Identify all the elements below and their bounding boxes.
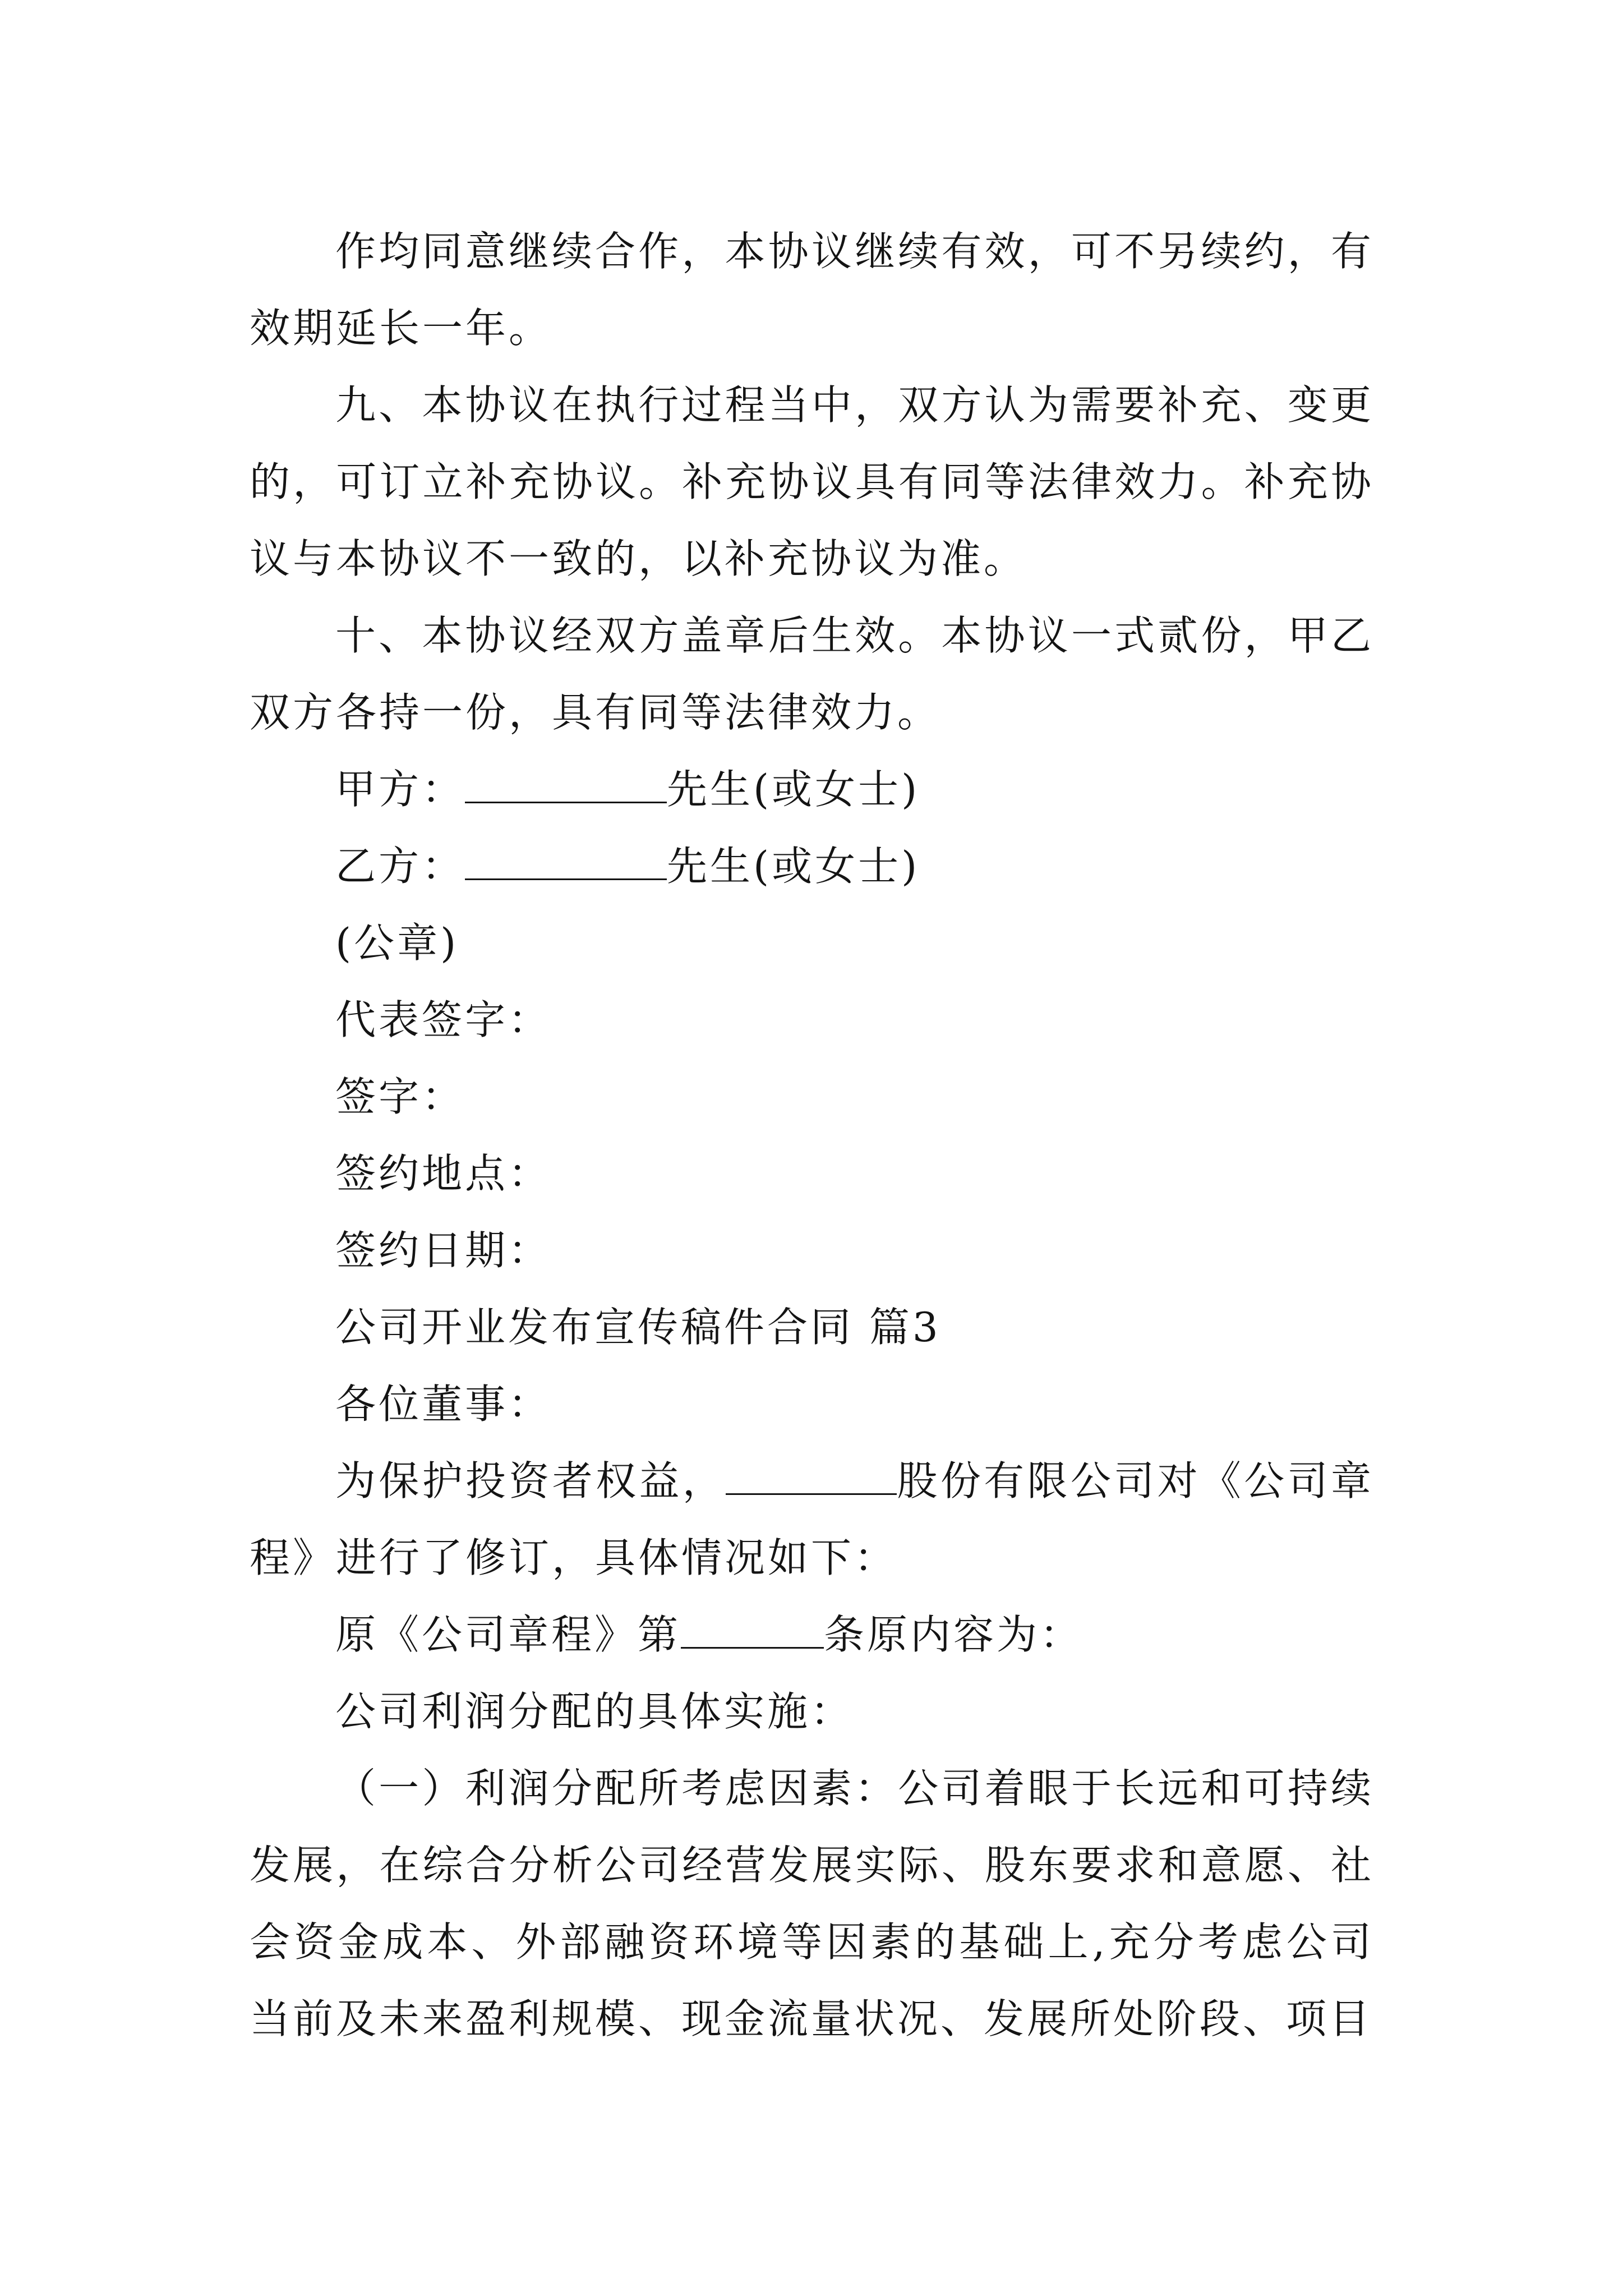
greeting-line: 各位董事：	[335, 1381, 552, 1428]
original-article-prefix: 原《公司章程》第	[335, 1611, 681, 1658]
party-b-line	[250, 828, 1374, 905]
signature-line: 签字：	[335, 1073, 465, 1120]
section-title: 公司开业发布宣传稿件合同 篇3	[335, 1304, 941, 1351]
party-a-line	[250, 751, 1374, 828]
party-b-blank	[465, 844, 667, 880]
signing-date-line: 签约日期：	[335, 1227, 552, 1274]
amendment-suffix: 股份有限公司对《公司章程》进行了修订，具体情况如下：	[250, 1457, 1374, 1581]
party-a-suffix: 先生(或女士)	[667, 766, 920, 813]
original-article-suffix: 条原内容为：	[824, 1611, 1083, 1658]
paragraph-continuation: 作均同意继续合作，本协议继续有效，可不另续约，有效期延长一年。	[250, 228, 1374, 352]
profit-distribution-heading: 公司利润分配的具体实施：	[335, 1688, 854, 1735]
document-body	[250, 213, 1374, 2058]
article-number-blank	[681, 1612, 824, 1649]
amendment-prefix: 为保护投资者权益，	[335, 1457, 726, 1504]
paragraph-clause-ten: 十、本协议经双方盖章后生效。本协议一式贰份，甲乙双方各持一份，具有同等法律效力。	[250, 612, 1374, 736]
seal-line: (公章)	[335, 919, 459, 967]
company-name-blank	[726, 1458, 897, 1495]
party-b-label: 乙方：	[335, 843, 465, 890]
signing-place-line: 签约地点：	[335, 1150, 552, 1197]
party-a-blank	[465, 767, 667, 803]
representative-signature-line: 代表签字：	[335, 996, 552, 1043]
party-a-label: 甲方：	[335, 766, 465, 813]
paragraph-profit-factors: （一）利润分配所考虑因素：公司着眼于长远和可持续发展，在综合分析公司经营发展实际、股东要求和意愿、社会资金成本、外部融资环境等因素的基础上,充分考虑公司当前及未来盈利规模、现金流量状况、发展所处阶段、项目	[250, 1765, 1374, 2042]
paragraph-clause-nine: 九、本协议在执行过程当中，双方认为需要补充、变更的，可订立补充协议。补充协议具有同等法律效力。补充协议与本协议不一致的，以补充协议为准。	[250, 381, 1374, 582]
paragraph-amendment-intro	[250, 1443, 1374, 1596]
original-article-line	[250, 1596, 1374, 1673]
party-b-suffix: 先生(或女士)	[667, 843, 920, 890]
